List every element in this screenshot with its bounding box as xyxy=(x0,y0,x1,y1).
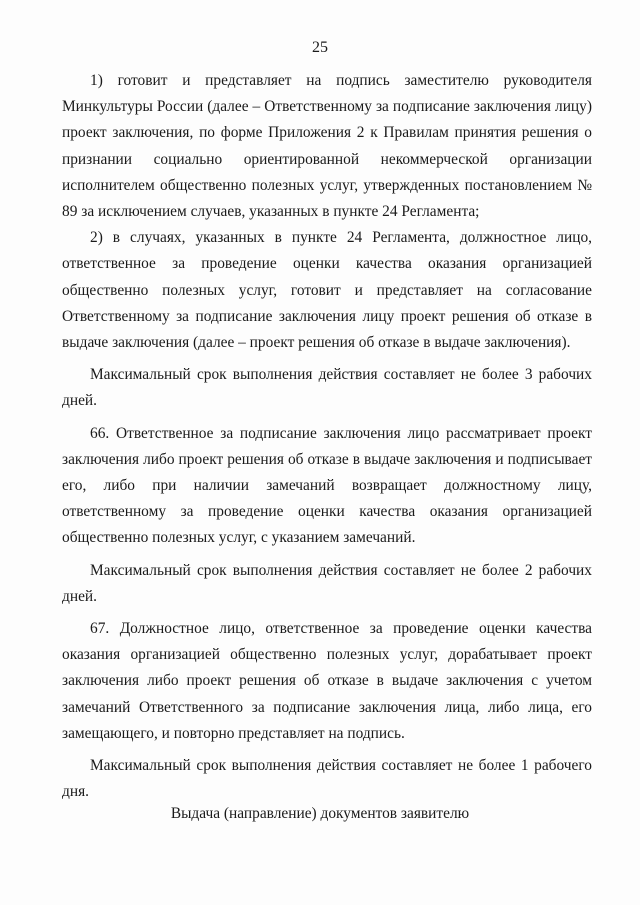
page-number: 25 xyxy=(312,39,328,56)
paragraph-item-2: 2) в случаях, указанных в пункте 24 Регламента, должностное лицо, ответственное за проведение оценки качества оказания организацией общественно полезных услуг, готовит и представляет на согласование Ответственному за подписание заключения лицу проект решения об отказе в выдаче заключения (далее – проект решения об отказе в выдаче заключения). xyxy=(62,229,592,352)
document-body xyxy=(62,68,592,805)
deadline-note-2: Максимальный срок выполнения действия составляет не более 2 рабочих дней. xyxy=(62,561,592,605)
paragraph-67: 67. Должностное лицо, ответственное за проведение оценки качества оказания организацией общественно полезных услуг, дорабатывает проект заключения либо проект решения об отказе в выдаче заключения с учетом замечаний Ответственного за подписание заключения лица, либо лица, его замещающего, и повторно представляет на подпись. xyxy=(62,620,592,742)
section-heading: Выдача (направление) документов заявителю xyxy=(170,805,470,822)
paragraph-66: 66. Ответственное за подписание заключения лицо рассматривает проект заключения либо проект решения об отказе в выдаче заключения и подписывает его, либо при наличии замечаний возвращает должностному лицу, ответственному за проведение оценки качества оказания организацией общественно полезных услуг, с указанием замечаний. xyxy=(62,424,592,547)
deadline-note-3: Максимальный срок выполнения действия составляет не более 1 рабочего дня. xyxy=(62,757,592,801)
paragraph-item-1: 1) готовит и представляет на подпись заместителю руководителя Минкультуры России (далее – Ответственному за подписание заключения лицу) проект заключения, по форме Приложения 2 к Правилам принятия решения о признании социально ориентированной некоммерческой организации исполнителем общественно полезных услуг, утвержденных постановлением № 89 за исключением случаев, указанных в пункте 24 Регламента; xyxy=(62,72,592,221)
deadline-note-1: Максимальный срок выполнения действия составляет не более 3 рабочих дней. xyxy=(62,366,592,410)
